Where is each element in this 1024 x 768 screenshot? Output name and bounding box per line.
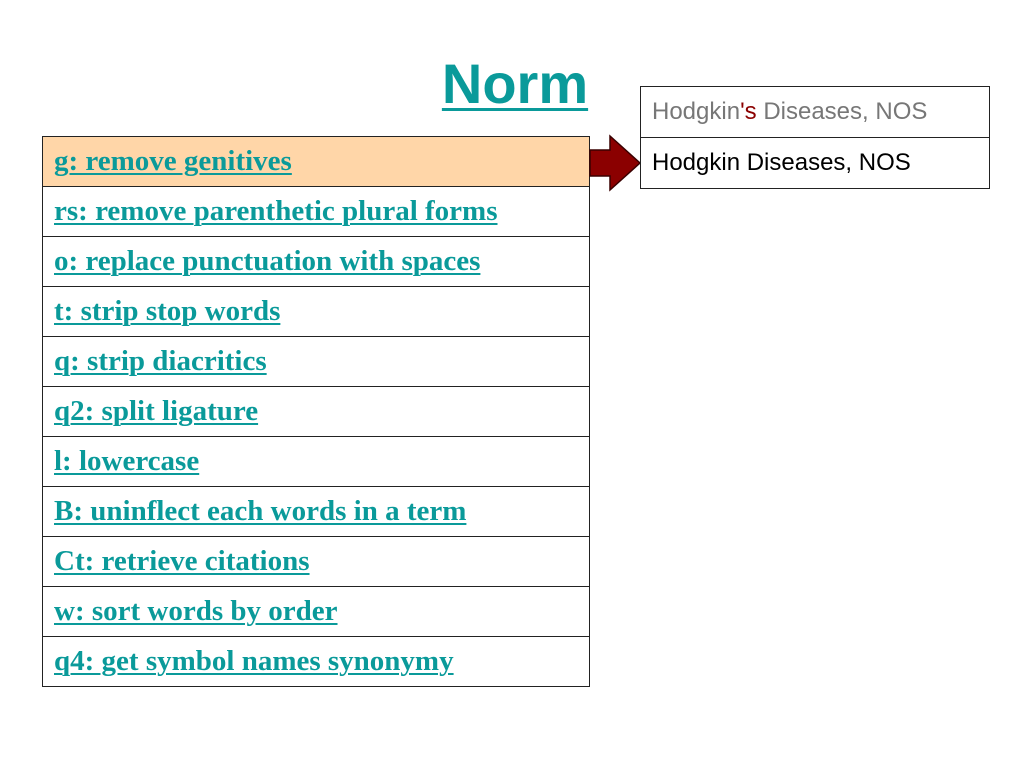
step-link[interactable]: B: uninflect each words in a term — [43, 487, 590, 537]
step-link[interactable]: t: strip stop words — [43, 287, 590, 337]
step-row — [43, 637, 590, 687]
right-arrow-icon — [588, 134, 644, 192]
genitive-highlight: 's — [740, 98, 757, 125]
step-row-active — [43, 137, 590, 187]
step-link[interactable]: w: sort words by order — [43, 587, 590, 637]
step-row — [43, 237, 590, 287]
step-link[interactable]: g: remove genitives — [43, 137, 590, 187]
example-before-row — [641, 87, 990, 138]
step-row — [43, 437, 590, 487]
step-row — [43, 387, 590, 437]
step-link[interactable]: q: strip diacritics — [43, 337, 590, 387]
step-row — [43, 337, 590, 387]
step-row — [43, 487, 590, 537]
step-link[interactable]: q4: get symbol names synonymy — [43, 637, 590, 687]
step-link[interactable]: l: lowercase — [43, 437, 590, 487]
step-link[interactable]: Ct: retrieve citations — [43, 537, 590, 587]
example-before — [641, 87, 990, 138]
step-row — [43, 587, 590, 637]
normalization-steps-table — [42, 136, 590, 687]
example-before-suffix: Diseases, NOS — [756, 98, 928, 125]
step-link[interactable]: rs: remove parenthetic plural forms — [43, 187, 590, 237]
step-row — [43, 537, 590, 587]
example-after: Hodgkin Diseases, NOS — [641, 138, 990, 189]
step-link[interactable]: q2: split ligature — [43, 387, 590, 437]
step-row — [43, 187, 590, 237]
step-link[interactable]: o: replace punctuation with spaces — [43, 237, 590, 287]
example-table — [640, 86, 990, 189]
example-before-prefix: Hodgkin — [652, 98, 741, 125]
example-after-row — [641, 138, 990, 189]
step-row — [43, 287, 590, 337]
page-title[interactable]: Norm — [441, 52, 589, 115]
